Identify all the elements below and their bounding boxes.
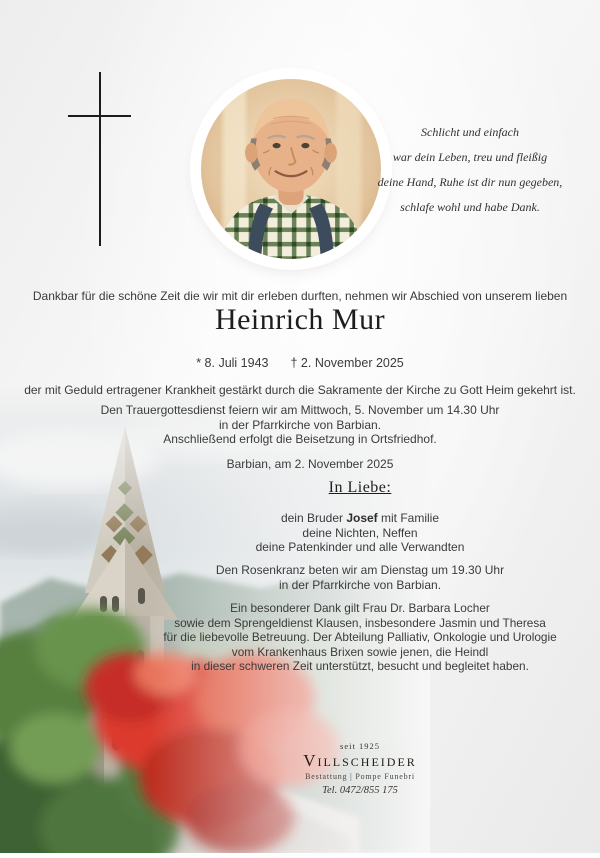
illness-line: der mit Geduld ertragener Krankheit gestärkt durch die Sakramente der Kirche zu Gott Heim gekehrt ist. xyxy=(24,383,576,397)
funeral-home-phone: Tel. 0472/855 175 xyxy=(322,785,398,796)
funeral-home-subtitle: Bestattung | Pompe Funebri xyxy=(305,772,415,781)
thanks-line: für die liebevolle Betreuung. Der Abteilung Palliativ, Onkologie und Urologie xyxy=(163,630,557,645)
thanks-line: in dieser schweren Zeit unterstützt, besucht und begleitet haben. xyxy=(191,659,529,674)
poem-line: war dein Leben, treu und fleißig xyxy=(392,150,548,164)
funeral-home-name: Villscheider xyxy=(303,751,417,770)
life-dates xyxy=(0,356,600,370)
intro-line: Dankbar für die schöne Zeit die wir mit dir erleben durften, nehmen wir Abschied von unserem lieben xyxy=(32,289,568,303)
poem-line: Schlicht und einfach xyxy=(421,125,519,139)
birth-date: * 8. Juli 1943 xyxy=(196,356,269,370)
cross-icon-bar xyxy=(68,115,131,117)
thanks-line: Ein besonderer Dank gilt Frau Dr. Barbara Locher xyxy=(230,601,490,615)
farewell-heading: In Liebe: xyxy=(328,479,392,496)
funeral-home-since: seit 1925 xyxy=(340,741,380,751)
poem-line: schlafe wohl und habe Dank. xyxy=(400,200,540,214)
service-line: in der Pfarrkirche von Barbian. xyxy=(218,417,382,432)
memorial-poem xyxy=(352,120,588,220)
family-line: deine Patenkinder und alle Verwandten xyxy=(255,540,465,554)
thanks-line: sowie dem Sprengeldienst Klausen, insbesondere Jasmin und Theresa xyxy=(174,615,546,630)
cross-icon xyxy=(99,72,101,246)
family-line-brother: dein Bruder Josef mit Familie xyxy=(280,511,440,525)
funeral-home-logo xyxy=(120,741,600,796)
service-info xyxy=(0,403,600,447)
brother-name: Josef xyxy=(346,511,378,525)
service-line: Anschließend erfolgt die Beisetzung in Ortsfriedhof. xyxy=(163,432,437,446)
deceased-name: Heinrich Mur xyxy=(214,303,386,336)
death-date: † 2. November 2025 xyxy=(290,356,404,370)
family-list xyxy=(120,511,600,555)
thanks-line: vom Krankenhaus Brixen sowie jenen, die Heindl xyxy=(231,644,489,659)
family-line: deine Nichten, Neffen xyxy=(302,525,418,540)
rosary-line: Den Rosenkranz beten wir am Dienstag um 19.30 Uhr xyxy=(215,563,505,577)
thanks-text xyxy=(120,601,600,674)
rosary-line: in der Pfarrkirche von Barbian. xyxy=(278,577,442,592)
place-date-line: Barbian, am 2. November 2025 xyxy=(226,457,394,471)
rosary-info xyxy=(120,563,600,592)
service-line: Den Trauergottesdienst feiern wir am Mittwoch, 5. November um 14.30 Uhr xyxy=(100,403,500,417)
poem-line: deine Hand, Ruhe ist dir nun gegeben, xyxy=(377,175,563,189)
